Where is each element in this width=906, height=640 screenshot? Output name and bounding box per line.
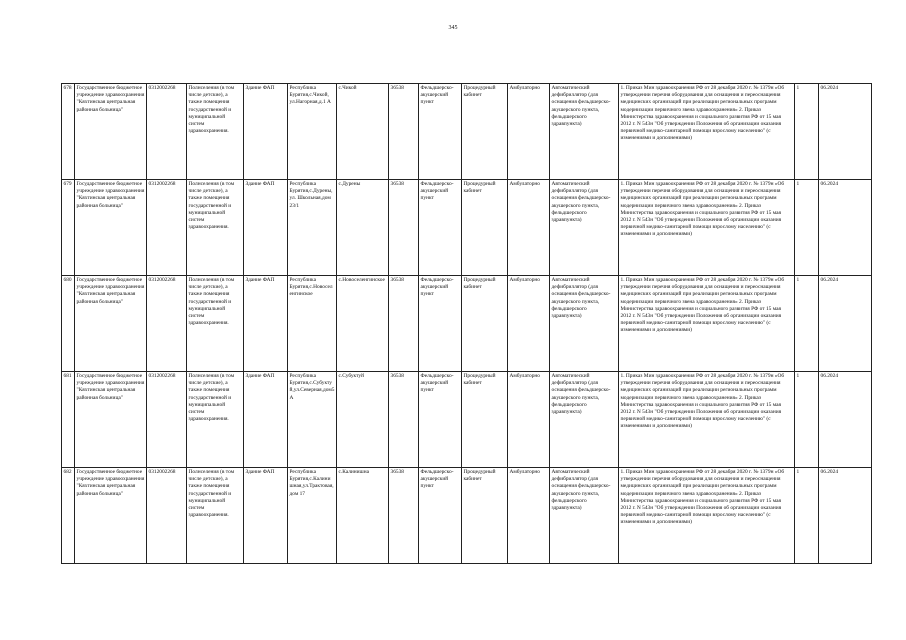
cell-quantity: 1 — [795, 276, 819, 372]
cell-care: Амбулаторно — [508, 372, 550, 468]
cell-population: Полнселения (в том числе детские), а также помещения государственной и муниципальной систем здравоохранения. — [187, 468, 244, 564]
cell-building: Здание ФАП — [244, 180, 288, 276]
cell-quantity: 1 — [795, 180, 819, 276]
cell-building: Здание ФАП — [244, 372, 288, 468]
cell-basis: 1. Приказ Мин здравоохранения РФ от 28 декабря 2020 г. № 1379н «Об утверждении перечня оборудования для оснащения и переоснащения медицинских организаций при реализации региональных программ модернизации первичного звена здравоохранения» 2. Приказ Министерства здравоохранения и социального развития РФ от 15 мая 2012 г. N 543н "Об утверждении Положения об организации оказания первичной медико-санитарной помощи взрослому населению" (с изменениями и дополнениями) — [619, 180, 795, 276]
cell-room: Процедурный кабинет — [462, 468, 508, 564]
cell-basis: 1. Приказ Мин здравоохранения РФ от 28 декабря 2020 г. № 1379н «Об утверждении перечня оборудования для оснащения и переоснащения медицинских организаций при реализации региональных программ модернизации первичного звена здравоохранения» 2. Приказ Министерства здравоохранения и социального развития РФ от 15 мая 2012 г. N 543н "Об утверждении Положения об организации оказания первичной медико-санитарной помощи взрослому населению" (с изменениями и дополнениями) — [619, 276, 795, 372]
cell-locality: с.Калинишна — [337, 468, 389, 564]
cell-date: 06.2024 — [819, 180, 872, 276]
cell-quantity: 1 — [795, 372, 819, 468]
cell-population: Полнселения (в том числе детские), а также помещения государственной и муниципальной систем здравоохранения. — [187, 276, 244, 372]
cell-population: Полнселения (в том числе детские), а также помещения государственной и муниципальной систем здравоохранения. — [187, 372, 244, 468]
table-row — [62, 180, 872, 276]
cell-organization: Государственное бюджетное учреждение здравоохранения "Кяхтинская центральная районная больница" — [75, 276, 147, 372]
cell-address: Республика Бурятия,с.Калинишная,ул.Трактовая,дом 17 — [288, 468, 337, 564]
cell-number: 682 — [62, 468, 75, 564]
cell-care: Амбулаторно — [508, 180, 550, 276]
cell-building: Здание ФАП — [244, 84, 288, 180]
cell-quantity: 1 — [795, 468, 819, 564]
cell-code: 36538 — [389, 372, 419, 468]
table-row — [62, 372, 872, 468]
page-number: 345 — [448, 25, 458, 31]
cell-date: 06.2024 — [819, 468, 872, 564]
table-row — [62, 84, 872, 180]
cell-room: Процедурный кабинет — [462, 372, 508, 468]
cell-locality: с.Новоселенгинское — [337, 276, 389, 372]
cell-care: Амбулаторно — [508, 276, 550, 372]
cell-basis: 1. Приказ Мин здравоохранения РФ от 28 декабря 2020 г. № 1379н «Об утверждении перечня оборудования для оснащения и переоснащения медицинских организаций при реализации региональных программ модернизации первичного звена здравоохранения» 2. Приказ Министерства здравоохранения и социального развития РФ от 15 мая 2012 г. N 543н "Об утверждении Положения об организации оказания первичной медико-санитарной помощи взрослому населению" (с изменениями и дополнениями) — [619, 468, 795, 564]
table-row — [62, 276, 872, 372]
cell-code: 36538 — [389, 468, 419, 564]
cell-locality: с.Дурены — [337, 180, 389, 276]
table-row — [62, 468, 872, 564]
cell-address: Республика Бурятия,с.Дурены,ул. Школьная,дом 23/1 — [288, 180, 337, 276]
cell-population: Полнселения (в том числе детские), а также помещения государственной и муниципальной систем здравоохранения. — [187, 84, 244, 180]
cell-unit: Фельдшерско-акушерский пункт — [419, 180, 462, 276]
cell-unit: Фельдшерско-акушерский пункт — [419, 372, 462, 468]
cell-ogrn: 0312002268 — [147, 180, 187, 276]
cell-ogrn: 0312002268 — [147, 372, 187, 468]
cell-unit: Фельдшерско-акушерский пункт — [419, 84, 462, 180]
cell-locality: с.Чикой — [337, 84, 389, 180]
cell-date: 06.2024 — [819, 84, 872, 180]
table-body — [62, 84, 872, 564]
cell-code: 36538 — [389, 180, 419, 276]
cell-address: Республика Бурятия,с.Чикой, ул.Нагорная,д.1 А — [288, 84, 337, 180]
cell-basis: 1. Приказ Мин здравоохранения РФ от 28 декабря 2020 г. № 1379н «Об утверждении перечня оборудования для оснащения и переоснащения медицинских организаций при реализации региональных программ модернизации первичного звена здравоохранения» 2. Приказ Министерства здравоохранения и социального развития РФ от 15 мая 2012 г. N 543н "Об утверждении Положения об организации оказания первичной медико-санитарной помощи взрослому населению" (с изменениями и дополнениями) — [619, 372, 795, 468]
cell-number: 679 — [62, 180, 75, 276]
cell-equipment: Автоматический дефибриллятор (для оснащения фельдшерско-акушерского пункта, фельдшерского здравпункта) — [550, 468, 619, 564]
cell-room: Процедурный кабинет — [462, 84, 508, 180]
cell-care: Амбулаторно — [508, 468, 550, 564]
cell-address: Республика Бурятия,с.Субуктуй,ул.Северная,дом5А — [288, 372, 337, 468]
cell-organization: Государственное бюджетное учреждение здравоохранения "Кяхтинская центральная районная больница" — [75, 468, 147, 564]
cell-population: Полнселения (в том числе детские), а также помещения государственной и муниципальной систем здравоохранения. — [187, 180, 244, 276]
cell-unit: Фельдшерско-акушерский пункт — [419, 468, 462, 564]
cell-organization: Государственное бюджетное учреждение здравоохранения "Кяхтинская центральная районная больница" — [75, 372, 147, 468]
equipment-registry-table — [61, 83, 872, 564]
cell-ogrn: 0312002268 — [147, 84, 187, 180]
cell-date: 06.2024 — [819, 276, 872, 372]
cell-building: Здание ФАП — [244, 276, 288, 372]
cell-equipment: Автоматический дефибриллятор (для оснащения фельдшерско-акушерского пункта, фельдшерского здравпункта) — [550, 372, 619, 468]
cell-organization: Государственное бюджетное учреждение здравоохранения "Кяхтинская центральная районная больница" — [75, 84, 147, 180]
cell-organization: Государственное бюджетное учреждение здравоохранения "Кяхтинская центральная районная больница" — [75, 180, 147, 276]
cell-unit: Фельдшерско-акушерский пункт — [419, 276, 462, 372]
cell-quantity: 1 — [795, 84, 819, 180]
cell-number: 680 — [62, 276, 75, 372]
cell-date: 06.2024 — [819, 372, 872, 468]
cell-code: 36538 — [389, 84, 419, 180]
cell-care: Амбулаторно — [508, 84, 550, 180]
cell-code: 36538 — [389, 276, 419, 372]
cell-equipment: Автоматический дефибриллятор (для оснащения фельдшерско-акушерского пункта, фельдшерского здравпункта) — [550, 84, 619, 180]
cell-basis: 1. Приказ Мин здравоохранения РФ от 28 декабря 2020 г. № 1379н «Об утверждении перечня оборудования для оснащения и переоснащения медицинских организаций при реализации региональных программ модернизации первичного звена здравоохранения» 2. Приказ Министерства здравоохранения и социального развития РФ от 15 мая 2012 г. N 543н "Об утверждении Положения об организации оказания первичной медико-санитарной помощи взрослому населению" (с изменениями и дополнениями) — [619, 84, 795, 180]
cell-locality: с.Субуктуй — [337, 372, 389, 468]
cell-room: Процедурный кабинет — [462, 276, 508, 372]
cell-number: 678 — [62, 84, 75, 180]
cell-equipment: Автоматический дефибриллятор (для оснащения фельдшерско-акушерского пункта, фельдшерского здравпункта) — [550, 276, 619, 372]
cell-ogrn: 0312002268 — [147, 276, 187, 372]
cell-number: 681 — [62, 372, 75, 468]
cell-ogrn: 0312002268 — [147, 468, 187, 564]
cell-equipment: Автоматический дефибриллятор (для оснащения фельдшерско-акушерского пункта, фельдшерского здравпункта) — [550, 180, 619, 276]
cell-building: Здание ФАП — [244, 468, 288, 564]
cell-room: Процедурный кабинет — [462, 180, 508, 276]
cell-address: Республика Бурятия,с.Новоселенгинское — [288, 276, 337, 372]
